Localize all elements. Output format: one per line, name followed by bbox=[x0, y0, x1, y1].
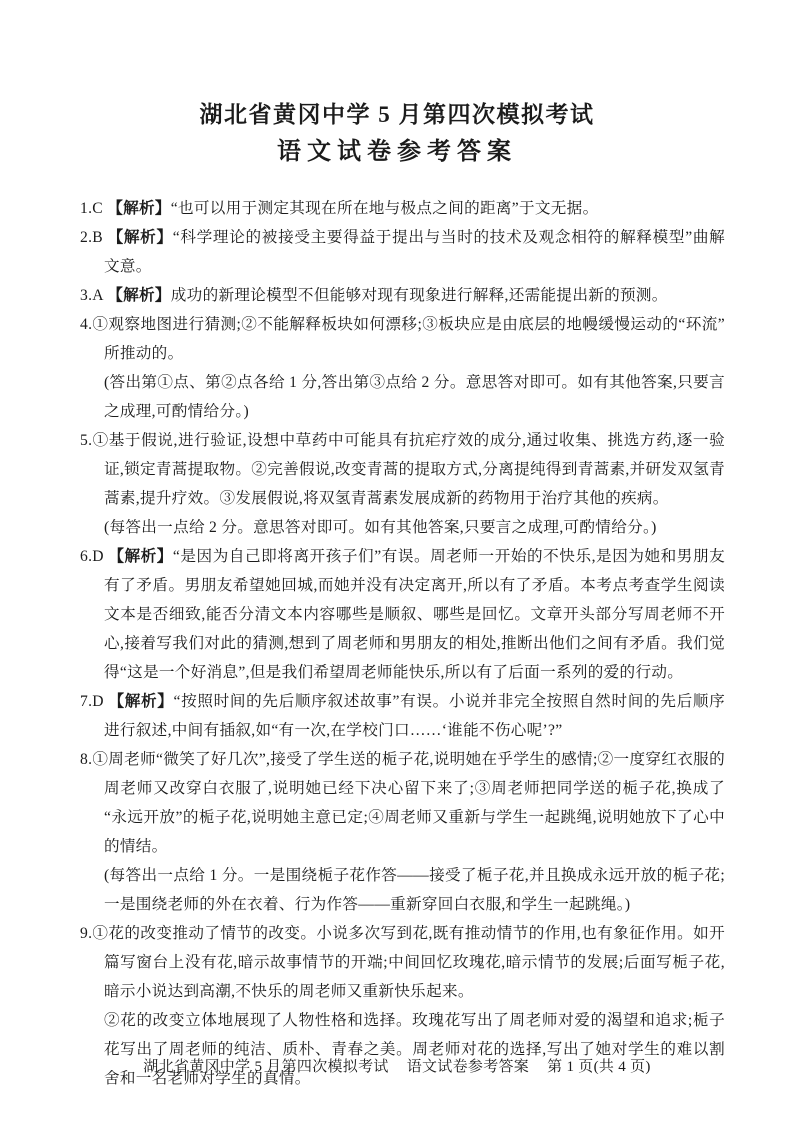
answer-item-8 bbox=[80, 745, 725, 919]
analysis-label-7: 【解析】 bbox=[108, 693, 174, 710]
answer-body-1: “也可以用于测定其现在所在地与极点之间的距离”于文无据。 bbox=[170, 200, 599, 217]
answer-9 bbox=[80, 919, 725, 1006]
answer-4 bbox=[80, 310, 725, 368]
question-number-2: 2.B bbox=[80, 229, 108, 246]
scoring-note-5: (每答出一点给 2 分。意思答对即可。如有其他答案,只要言之成理,可酌情给分。) bbox=[104, 519, 657, 536]
answer-3 bbox=[80, 281, 725, 310]
answer-item-2 bbox=[80, 223, 725, 281]
answers-content bbox=[80, 194, 725, 1093]
question-number-1: 1.C bbox=[80, 200, 108, 217]
answer-sheet-title: 语文试卷参考答案 bbox=[277, 138, 517, 165]
answer-body-9: ①花的改变推动了情节的改变。小说多次写到花,既有推动情节的作用,也有象征作用。如开篇写窗台上没有花,暗示故事情节的开端;中间回忆玫瑰花,暗示情节的发展;后面写栀子花,暗示小说达到高潮,不快乐的周老师又重新快乐起来。 bbox=[92, 925, 725, 1000]
answer-body-5: ①基于假说,进行验证,设想中草药中可能具有抗疟疗效的成分,通过收集、挑选方药,逐一验证,锁定青蒿提取物。②完善假说,改变青蒿的提取方式,分离提纯得到青蒿素,并研发双氢青蒿素,提升疗效。③发展假说,将双氢青蒿素发展成新的药物用于治疗其他的疾病。 bbox=[92, 432, 725, 507]
analysis-label-3: 【解析】 bbox=[107, 287, 171, 304]
question-number-9: 9. bbox=[80, 925, 93, 942]
question-number-6: 6.D bbox=[80, 548, 109, 565]
answer-body-7: “按照时间的先后顺序叙述故事”有误。小说并非完全按照自然时间的先后顺序进行叙述,中间有插叙,如“有一次,在学校门口……‘谁能不伤心呢’?” bbox=[104, 693, 726, 739]
answer-item-7 bbox=[80, 687, 725, 745]
answer-body-8: ①周老师“微笑了好几次”,接受了学生送的栀子花,说明她在乎学生的感情;②一度穿红衣服的周老师又改穿白衣服了,说明她已经下决心留下来了;③周老师把同学送的栀子花,换成了“永远开放”的栀子花,说明她主意已定;④周老师又重新与学生一起跳绳,说明她放下了心中的情结。 bbox=[92, 751, 725, 855]
scoring-note-8: (每答出一点给 1 分。一是围绕栀子花作答——接受了栀子花,并且换成永远开放的栀子花;一是围绕老师的外在衣着、行为作答——重新穿回白衣服,和学生一起跳绳。) bbox=[104, 867, 725, 913]
answer-item-6 bbox=[80, 542, 725, 687]
answer-body-6: “是因为自己即将离开孩子们”有误。周老师一开始的不快乐,是因为她和男朋友有了矛盾。男朋友希望她回城,而她并没有决定离开,所以有了矛盾。本考点考查学生阅读文本是否细致,能否分清文本内容哪些是顺叙、哪些是回忆。文章开头部分写周老师不开心,接着写我们对此的猜测,想到了周老师和男朋友的相处,推断出他们之间有矛盾。我们觉得“这是一个好消息”,但是我们希望周老师能快乐,所以有了后面一系列的爱的行动。 bbox=[104, 548, 725, 681]
answer-item-4 bbox=[80, 310, 725, 426]
question-number-8: 8. bbox=[80, 751, 93, 768]
answer-2 bbox=[80, 223, 726, 281]
scoring-note-4: (答出第①点、第②点各给 1 分,答出第③点给 2 分。意思答对即可。如有其他答案,只要言之成理,可酌情给分。) bbox=[104, 374, 725, 420]
exam-title: 湖北省黄冈中学 5 月第四次模拟考试 bbox=[199, 102, 595, 127]
question-number-5: 5. bbox=[80, 432, 93, 449]
answer-body-4: ①观察地图进行猜测;②不能解释板块如何漂移;③板块应是由底层的地幔缓慢运动的“环流”所推动的。 bbox=[92, 316, 725, 362]
answer-8 bbox=[80, 745, 725, 861]
answer-item-1 bbox=[80, 194, 725, 223]
question-number-7: 7.D bbox=[80, 693, 109, 710]
footer-exam-title: 湖北省黄冈中学 5 月第四次模拟考试 bbox=[143, 1059, 389, 1075]
analysis-label-2: 【解析】 bbox=[107, 229, 173, 246]
page-footer bbox=[0, 1056, 794, 1078]
answer-body-3: 成功的新理论模型不但能够对现有现象进行解释,还需能提出新的预测。 bbox=[170, 287, 668, 304]
answer-item-5 bbox=[80, 426, 725, 542]
answer-body-2: “科学理论的被接受主要得益于提出与当时的技术及观念相符的解释模型”曲解文意。 bbox=[104, 229, 726, 275]
footer-doc-title: 语文试卷参考答案 bbox=[406, 1059, 530, 1075]
answer-1 bbox=[80, 194, 725, 223]
answer-5 bbox=[80, 426, 725, 513]
footer-page-number: 第 1 页(共 4 页) bbox=[547, 1059, 651, 1075]
question-number-4: 4. bbox=[80, 316, 93, 333]
answer-9-part2: ②花的改变立体地展现了人物性格和选择。玫瑰花写出了周老师对爱的渴望和追求;栀子花写出了周老师的纯洁、质朴、青春之美。周老师对花的选择,写出了她对学生的难以割舍和一名老师对学生的真情。 bbox=[104, 1012, 725, 1087]
answer-6 bbox=[80, 542, 725, 687]
question-number-3: 3.A bbox=[80, 287, 108, 304]
answer-7 bbox=[80, 687, 726, 745]
answer-item-3 bbox=[80, 281, 725, 310]
analysis-label-6: 【解析】 bbox=[108, 548, 173, 565]
analysis-label-1: 【解析】 bbox=[107, 200, 171, 217]
